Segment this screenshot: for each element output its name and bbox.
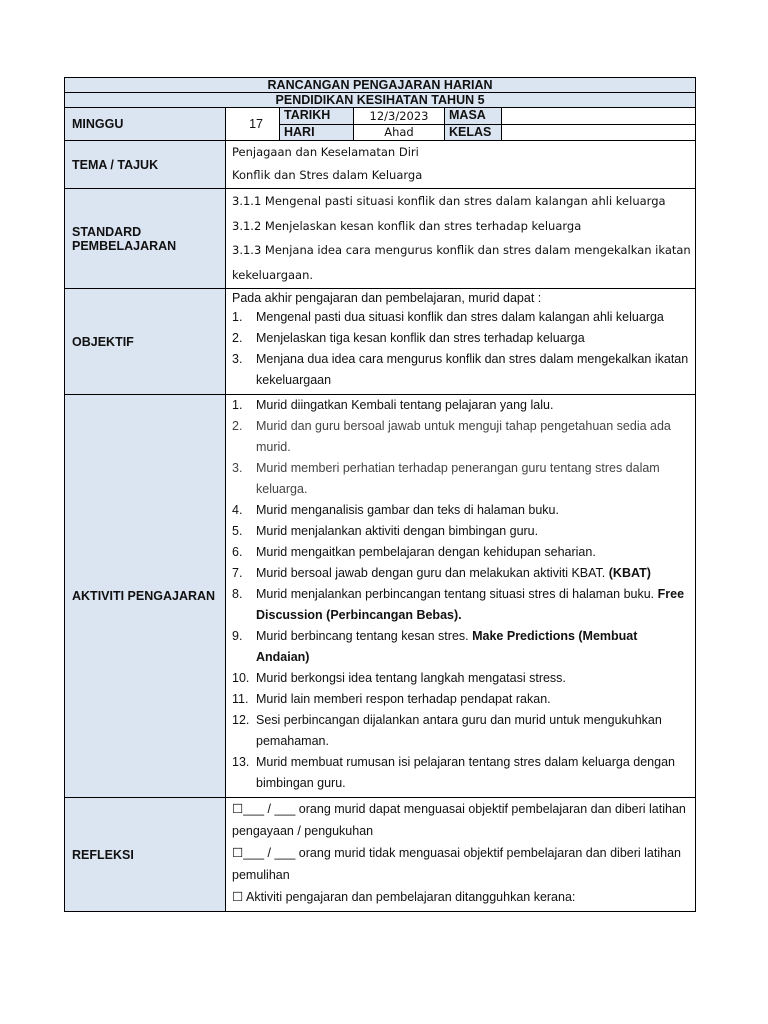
aktiviti-item: 5. Murid menjalankan aktiviti dengan bimbingan guru.	[232, 524, 539, 538]
tema-label: TEMA / TAJUK	[65, 141, 226, 189]
objektif-item: 2. Menjelaskan tiga kesan konflik dan stres terhadap keluarga	[232, 331, 585, 345]
objektif-intro: Pada akhir pengajaran dan pembelajaran, murid dapat :	[232, 291, 542, 305]
objektif-list	[232, 307, 691, 391]
aktiviti-item: 13. Murid membuat rumusan isi pelajaran tentang stres dalam keluarga dengan bimbingan guru.	[232, 755, 675, 790]
objektif-label: OBJEKTIF	[65, 289, 226, 395]
standard-cell	[226, 189, 696, 289]
objektif-cell	[226, 289, 696, 395]
refleksi-label: REFLEKSI	[65, 798, 226, 912]
tema-cell	[226, 141, 696, 189]
refleksi-line: ☐ Aktiviti pengajaran dan pembelajaran ditangguhkan kerana:	[232, 890, 576, 904]
standard-item: 3.1.2 Menjelaskan kesan konflik dan stres terhadap keluarga	[232, 218, 582, 233]
aktiviti-list	[232, 395, 691, 794]
lesson-plan-table	[64, 77, 696, 912]
hari-value: Ahad	[354, 124, 445, 141]
standard-item: 3.1.3 Menjana idea cara mengurus konflik dan stres dalam mengekalkan ikatan kekeluargaan.	[232, 243, 691, 282]
aktiviti-cell	[226, 395, 696, 798]
aktiviti-item: 8. Murid menjalankan perbincangan tentang situasi stres di halaman buku. Free Discussion (Perbincangan Bebas).	[232, 587, 685, 622]
aktiviti-item: 1. Murid diingatkan Kembali tentang pelajaran yang lalu.	[232, 398, 554, 412]
aktiviti-label: AKTIVITI PENGAJARAN	[65, 395, 226, 798]
minggu-label: MINGGU	[65, 108, 226, 141]
objektif-item: 3. Menjana dua idea cara mengurus konflik dan stres dalam mengekalkan ikatan kekeluargaan	[232, 352, 689, 387]
aktiviti-item: 6. Murid mengaitkan pembelajaran dengan kehidupan seharian.	[232, 545, 596, 559]
refleksi-line: ☐___ / ___ orang murid dapat menguasai objektif pembelajaran dan diberi latihan pengayaan / pengukuhan	[232, 802, 686, 838]
aktiviti-item: 9. Murid berbincang tentang kesan stres. Make Predictions (Membuat Andaian)	[232, 629, 638, 664]
hari-label: HARI	[280, 124, 354, 141]
tema-line-2: Konflik dan Stres dalam Keluarga	[232, 168, 423, 182]
tema-line-1: Penjagaan dan Keselamatan Diri	[232, 145, 419, 159]
aktiviti-item: 4. Murid menganalisis gambar dan teks di halaman buku.	[232, 503, 559, 517]
plan-title: RANCANGAN PENGAJARAN HARIAN	[65, 78, 696, 93]
aktiviti-item: 10. Murid berkongsi idea tentang langkah mengatasi stress.	[232, 671, 566, 685]
masa-label: MASA	[445, 108, 502, 125]
tarikh-label: TARIKH	[280, 108, 354, 125]
minggu-value: 17	[226, 108, 280, 141]
aktiviti-item: 7. Murid bersoal jawab dengan guru dan melakukan aktiviti KBAT. (KBAT)	[232, 566, 651, 580]
refleksi-cell	[226, 798, 696, 912]
standard-label: STANDARD PEMBELAJARAN	[65, 189, 226, 289]
objektif-item: 1. Mengenal pasti dua situasi konflik dan stres dalam kalangan ahli keluarga	[232, 310, 664, 324]
plan-subtitle: PENDIDIKAN KESIHATAN TAHUN 5	[65, 93, 696, 108]
tarikh-value: 12/3/2023	[354, 108, 445, 125]
aktiviti-item: 2. Murid dan guru bersoal jawab untuk menguji tahap pengetahuan sedia ada murid.	[232, 419, 671, 454]
kelas-value	[502, 124, 696, 141]
aktiviti-item: 3. Murid memberi perhatian terhadap penerangan guru tentang stres dalam keluarga.	[232, 461, 660, 496]
masa-value	[502, 108, 696, 125]
aktiviti-item: 12. Sesi perbincangan dijalankan antara guru dan murid untuk mengukuhkan pemahaman.	[232, 713, 662, 748]
aktiviti-item: 11. Murid lain memberi respon terhadap pendapat rakan.	[232, 692, 551, 706]
kelas-label: KELAS	[445, 124, 502, 141]
lesson-plan-sheet	[64, 77, 695, 912]
refleksi-line: ☐___ / ___ orang murid tidak menguasai objektif pembelajaran dan diberi latihan pemulihan	[232, 846, 681, 882]
standard-item: 3.1.1 Mengenal pasti situasi konflik dan stres dalam kalangan ahli keluarga	[232, 194, 666, 208]
